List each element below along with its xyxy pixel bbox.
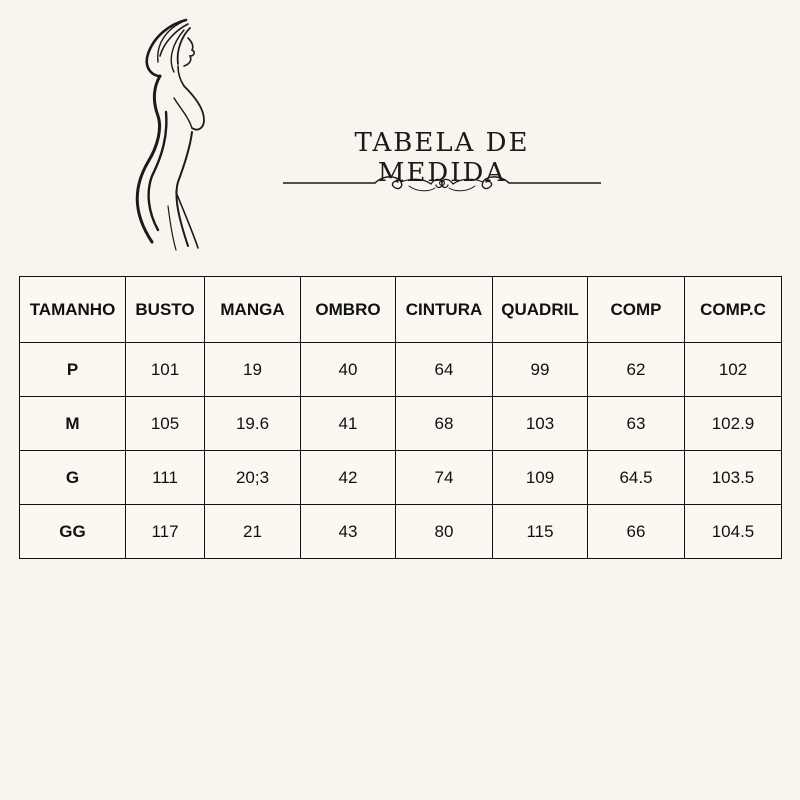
table-row	[20, 343, 782, 397]
column-header-manga: MANGA	[205, 277, 301, 343]
table-cell: 109	[493, 451, 588, 505]
table-cell: 21	[205, 505, 301, 559]
table-cell: 19.6	[205, 397, 301, 451]
table-cell: 19	[205, 343, 301, 397]
table-header-row	[20, 277, 782, 343]
table-cell: 117	[126, 505, 205, 559]
size-label: M	[20, 397, 126, 451]
table-row	[20, 505, 782, 559]
table-cell: 63	[588, 397, 685, 451]
page-title: TABELA DE MEDIDA	[354, 128, 530, 188]
column-header-ombro: OMBRO	[301, 277, 396, 343]
column-header-comp: COMP	[588, 277, 685, 343]
table-cell: 80	[396, 505, 493, 559]
table-cell: 99	[493, 343, 588, 397]
size-label: P	[20, 343, 126, 397]
table-cell: 111	[126, 451, 205, 505]
table-cell: 74	[396, 451, 493, 505]
size-table	[19, 276, 782, 559]
table-cell: 102	[685, 343, 782, 397]
table-cell: 64.5	[588, 451, 685, 505]
table-cell: 64	[396, 343, 493, 397]
table-cell: 66	[588, 505, 685, 559]
size-label: GG	[20, 505, 126, 559]
table-cell: 42	[301, 451, 396, 505]
table-cell: 62	[588, 343, 685, 397]
table-cell: 102.9	[685, 397, 782, 451]
table-cell: 41	[301, 397, 396, 451]
table-cell: 115	[493, 505, 588, 559]
table-cell: 103	[493, 397, 588, 451]
table-cell: 105	[126, 397, 205, 451]
table-row	[20, 397, 782, 451]
table-cell: 101	[126, 343, 205, 397]
table-row	[20, 451, 782, 505]
column-header-tamanho: TAMANHO	[20, 277, 126, 343]
woman-silhouette-icon	[118, 16, 218, 252]
column-header-quadril: QUADRIL	[493, 277, 588, 343]
column-header-comp-c: COMP.C	[685, 277, 782, 343]
table-cell: 103.5	[685, 451, 782, 505]
column-header-cintura: CINTURA	[396, 277, 493, 343]
table-cell: 68	[396, 397, 493, 451]
table-cell: 20;3	[205, 451, 301, 505]
table-cell: 40	[301, 343, 396, 397]
table-cell: 43	[301, 505, 396, 559]
column-header-busto: BUSTO	[126, 277, 205, 343]
size-label: G	[20, 451, 126, 505]
table-cell: 104.5	[685, 505, 782, 559]
flourish-divider-icon	[283, 170, 601, 196]
